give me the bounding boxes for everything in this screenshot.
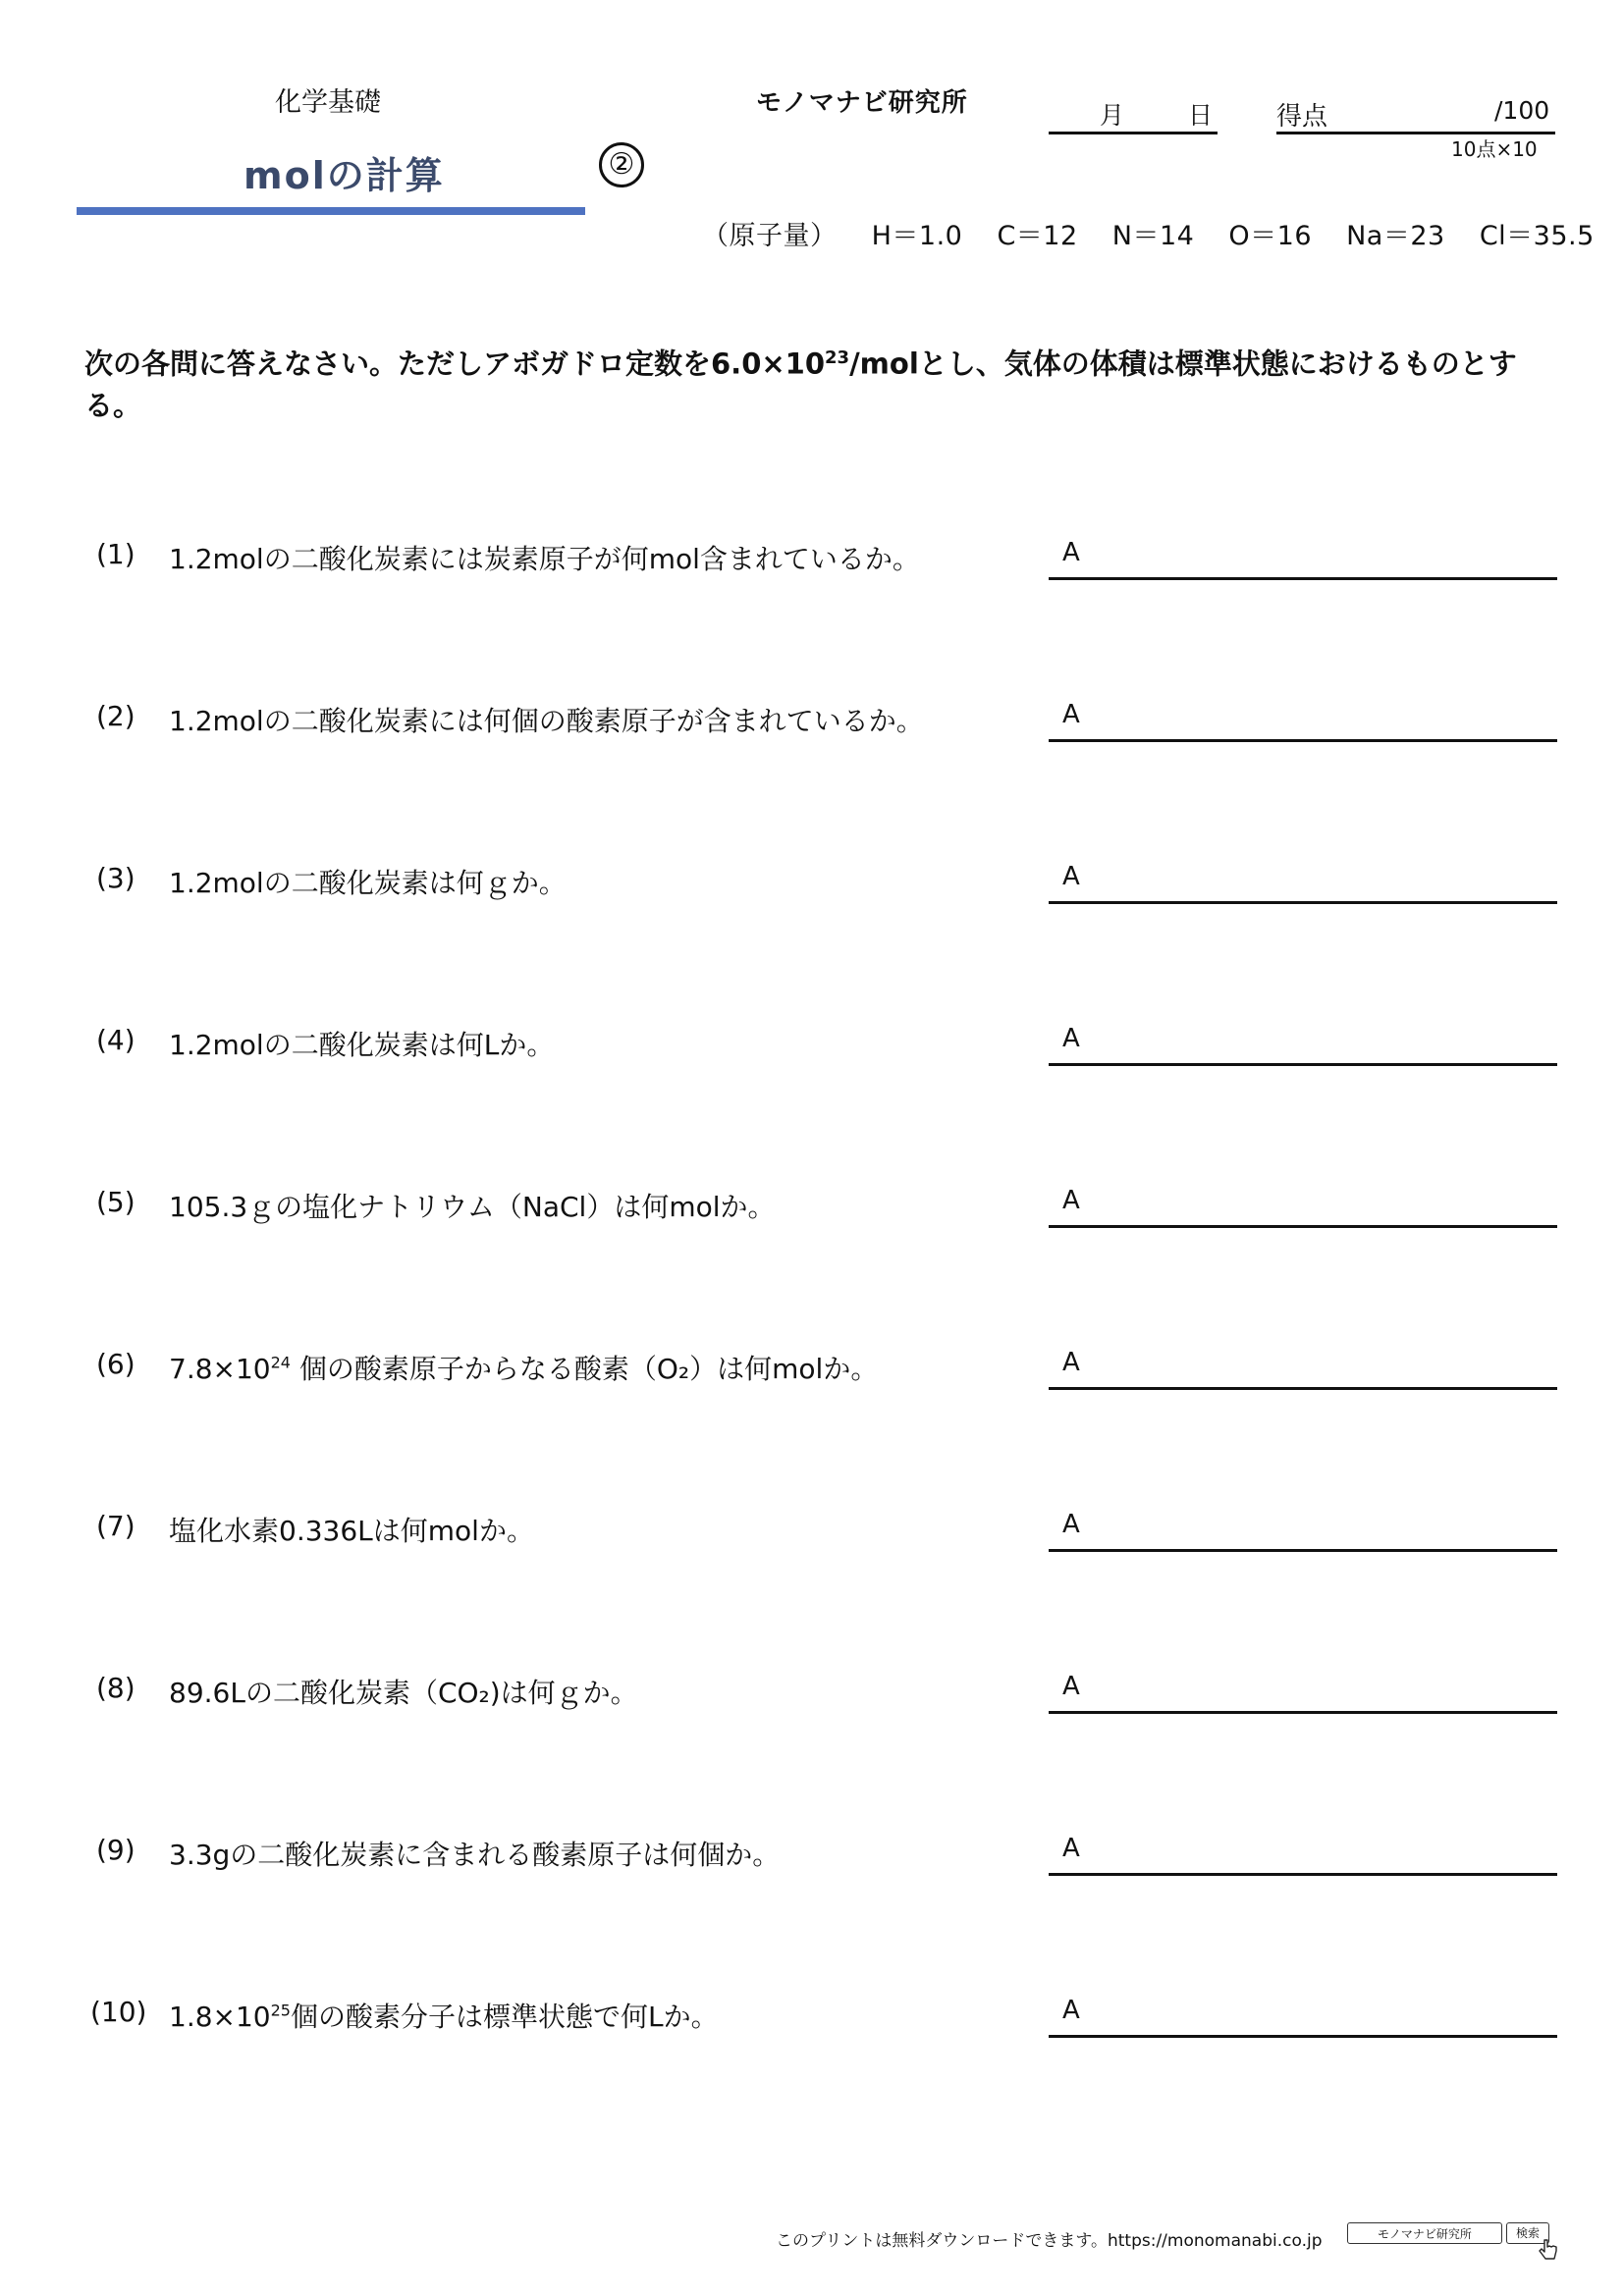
atomic-mass-item: H＝1.0	[871, 221, 963, 251]
question-text-main: 1.2molの二酸化炭素には何個の酸素原子が含まれているか。	[169, 705, 924, 737]
answer-field[interactable]	[1049, 1996, 1557, 2038]
answer-label: A	[1062, 1834, 1080, 1863]
question-number: (1)	[96, 538, 135, 570]
worksheet-number	[599, 142, 644, 187]
question-number: (3)	[96, 862, 135, 894]
answer-field[interactable]	[1049, 1186, 1557, 1228]
question-number: (10)	[90, 1996, 147, 2028]
question-row	[0, 1348, 1624, 1436]
question-text	[169, 1672, 638, 1711]
footer-text: このプリントは無料ダウンロードできます。https://monomanabi.co.jp	[776, 2231, 1323, 2251]
question-number: (9)	[96, 1834, 135, 1866]
answer-label: A	[1062, 700, 1080, 729]
day-label: 日	[1188, 101, 1214, 130]
atomic-mass-item: Na＝23	[1346, 221, 1445, 251]
answer-field[interactable]	[1049, 1024, 1557, 1066]
question-row	[0, 1024, 1624, 1112]
question-text-main: 105.3ｇの塩化ナトリウム（NaCl）は何molか。	[169, 1191, 776, 1223]
question-text-main: 7.8×10	[169, 1353, 271, 1385]
subject-label: 化学基礎	[275, 87, 381, 118]
atomic-mass-item: C＝12	[997, 221, 1078, 251]
question-text-main: 3.3gの二酸化炭素に含まれる酸素原子は何個か。	[169, 1839, 781, 1871]
atomic-masses	[702, 214, 1595, 252]
question-row	[0, 1510, 1624, 1598]
question-number: (4)	[96, 1024, 135, 1056]
answer-field[interactable]	[1049, 538, 1557, 580]
answer-label: A	[1062, 1510, 1080, 1539]
footer-search-button[interactable]: 検索	[1506, 2222, 1549, 2244]
footer-search-box[interactable]: モノマナビ研究所	[1347, 2222, 1502, 2244]
title-underline	[77, 207, 585, 215]
answer-label: A	[1062, 538, 1080, 567]
answer-label: A	[1062, 1186, 1080, 1215]
answer-field[interactable]	[1049, 1510, 1557, 1552]
question-text-main: 1.8×10	[169, 2001, 271, 2033]
question-exponent: 25	[270, 2001, 291, 2020]
question-number: (6)	[96, 1348, 135, 1380]
question-text	[169, 862, 567, 901]
question-text-main: 1.2molの二酸化炭素は何ｇか。	[169, 867, 567, 899]
question-row	[0, 700, 1624, 788]
question-text	[169, 1186, 776, 1225]
brand-logo-text: モノマナビ研究所	[756, 88, 968, 118]
question-row	[0, 1834, 1624, 1922]
page-title: molの計算	[244, 154, 445, 197]
atomic-mass-item: （原子量）	[702, 221, 838, 251]
atomic-mass-item: Cl＝35.5	[1479, 221, 1595, 251]
instruction-text-before: 次の各問に答えなさい。ただしアボガドロ定数を6.0×10	[84, 347, 826, 381]
question-text	[169, 1996, 719, 2035]
answer-label: A	[1062, 1996, 1080, 2025]
question-text	[169, 538, 920, 577]
question-row	[0, 1996, 1624, 2084]
question-text	[169, 700, 924, 739]
question-text-main: 89.6Lの二酸化炭素（CO₂)は何ｇか。	[169, 1677, 638, 1709]
instruction-text-after: /molとし、気体の体積は標準状態におけるものとする。	[84, 347, 1517, 422]
question-number: (8)	[96, 1672, 135, 1704]
answer-field[interactable]	[1049, 1348, 1557, 1390]
question-number: (7)	[96, 1510, 135, 1542]
question-number: (5)	[96, 1186, 135, 1218]
atomic-mass-item: N＝14	[1111, 221, 1195, 251]
question-text-main: 1.2molの二酸化炭素には炭素原子が何mol含まれているか。	[169, 543, 920, 575]
answer-field[interactable]	[1049, 1834, 1557, 1876]
question-text	[169, 1024, 554, 1063]
pointer-hand-icon	[1538, 2238, 1559, 2264]
instruction-exponent: 23	[825, 347, 850, 368]
question-row	[0, 538, 1624, 626]
atomic-mass-item: O＝16	[1228, 221, 1313, 251]
question-row	[0, 862, 1624, 950]
answer-field[interactable]	[1049, 1672, 1557, 1714]
question-text	[169, 1348, 878, 1387]
instructions	[84, 338, 1557, 426]
answer-field[interactable]	[1049, 700, 1557, 742]
question-text	[169, 1510, 534, 1549]
answer-field[interactable]	[1049, 862, 1557, 904]
question-text	[169, 1834, 780, 1873]
score-label: 得点	[1276, 102, 1328, 132]
question-text-rest: 個の酸素原子からなる酸素（O₂）は何molか。	[290, 1353, 879, 1385]
question-row	[0, 1672, 1624, 1760]
question-text-main: 1.2molの二酸化炭素は何Lか。	[169, 1029, 555, 1061]
answer-label: A	[1062, 1348, 1080, 1377]
score-note: 10点×10	[1451, 137, 1538, 161]
answer-label: A	[1062, 1024, 1080, 1053]
question-text-main: 塩化水素0.336Lは何molか。	[169, 1515, 534, 1547]
question-row	[0, 1186, 1624, 1274]
worksheet-number-text: ②	[608, 147, 635, 182]
score-max: /100	[1494, 96, 1550, 125]
question-exponent: 24	[270, 1353, 291, 1372]
answer-label: A	[1062, 862, 1080, 891]
question-number: (2)	[96, 700, 135, 732]
answer-label: A	[1062, 1672, 1080, 1701]
month-label: 月	[1100, 101, 1125, 130]
question-text-rest: 個の酸素分子は標準状態で何Lか。	[290, 2001, 719, 2033]
